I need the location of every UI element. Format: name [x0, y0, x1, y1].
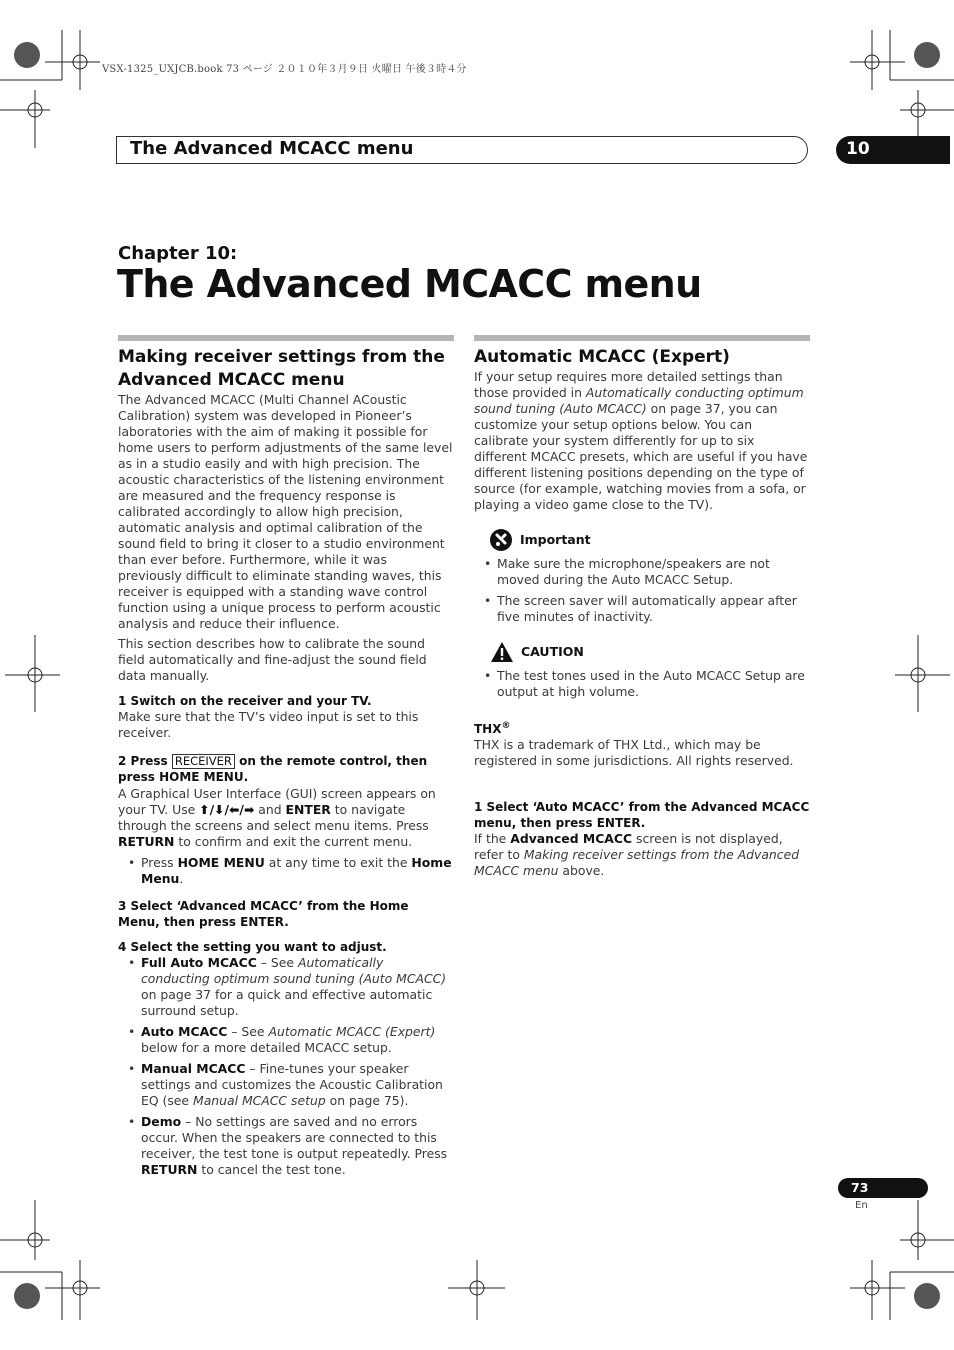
- arrow-keys-icon: ⬆/⬇/⬅/➡: [199, 802, 255, 817]
- page-language: En: [855, 1200, 868, 1211]
- chapter-label: Chapter 10:: [118, 243, 238, 264]
- step-1-body: If the Advanced MCACC screen is not displayed, refer to Making receiver settings from the Advanced MCACC menu above.: [474, 831, 800, 878]
- chapter-title: The Advanced MCACC menu: [117, 262, 702, 306]
- important-label: Important: [519, 531, 591, 547]
- list-item: • Demo – No settings are saved and no errors occur. When the speakers are connected to this receiver, the test tone is output repeatedly. Press RETURN to cancel the test tone.: [128, 1114, 448, 1177]
- section-heading: Automatic MCACC (Expert): [474, 347, 730, 367]
- caution-label: CAUTION: [520, 643, 584, 659]
- section-heading: Making receiver settings from the Advanced MCACC menu: [118, 347, 445, 390]
- running-header-title: The Advanced MCACC menu: [130, 138, 414, 159]
- right-column: [474, 335, 810, 879]
- thx-body: THX is a trademark of THX Ltd., which may be registered in some jurisdictions. All rights reserved.: [474, 737, 794, 768]
- page-number: 73: [851, 1180, 869, 1195]
- warning-icon: [490, 641, 514, 663]
- intro-paragraph: The Advanced MCACC (Multi Channel ACoustic Calibration) system was developed in Pioneer’s laboratories with the aim of making it possible for home users to perform adjustments of the same level as in a studio easily and with high precision. The acoustic characteristics of the listening environment are measured and the frequency response is calibrated accordingly to allow high precision, automatic analysis and optimal calibration of the sound field to bring it closer to a studio environment than ever before. Furthermore, while it was previously difficult to eliminate standing waves, this receiver is equipped with a standing wave control function using a unique process to perform acoustic analysis and reduce their influence.: [118, 392, 453, 631]
- intro-paragraph-2: This section describes how to calibrate the sound field automatically and fine-adjust the sound field data manually.: [118, 636, 427, 683]
- list-item: • The screen saver will automatically appear after five minutes of inactivity.: [484, 593, 797, 624]
- section-bar: [118, 335, 454, 341]
- thx-heading: THX®: [474, 721, 511, 736]
- step-1-body: Make sure that the TV’s video input is set to this receiver.: [118, 709, 419, 740]
- important-icon: [490, 529, 512, 551]
- list-item: • Auto MCACC – See Automatic MCACC (Expert) below for a more detailed MCACC setup.: [128, 1024, 436, 1055]
- list-item: • The test tones used in the Auto MCACC Setup are output at high volume.: [484, 668, 805, 699]
- receiver-key: RECEIVER: [172, 754, 235, 769]
- chapter-tab-number: 10: [846, 139, 870, 159]
- step-1-heading: 1 Select ‘Auto MCACC’ from the Advanced MCACC menu, then press ENTER.: [474, 800, 810, 830]
- step-2-body: A Graphical User Interface (GUI) screen appears on your TV. Use ⬆/⬇/⬅/➡ and ENTER to navigate through the screens and select menu items. Press RETURN to confirm and exit the current menu.: [118, 786, 436, 849]
- list-item: • Make sure the microphone/speakers are not moved during the Auto MCACC Setup.: [484, 556, 770, 587]
- step-4-heading: 4 Select the setting you want to adjust.: [118, 940, 387, 954]
- list-item: • Press HOME MENU at any time to exit the Home Menu.: [128, 855, 452, 886]
- left-column: [118, 335, 454, 1178]
- step-2-heading: 2 Press RECEIVER on the remote control, then press HOME MENU.: [118, 754, 428, 784]
- important-note: [474, 529, 810, 625]
- caution-note: [474, 641, 810, 700]
- list-item: • Full Auto MCACC – See Automatically conducting optimum sound tuning (Auto MCACC) on page 37 for a quick and effective automatic surround setup.: [128, 955, 447, 1018]
- intro-paragraph: If your setup requires more detailed settings than those provided in Automatically conducting optimum sound tuning (Auto MCACC) on page 37, you can customize your setup options below. You can calibrate your system differently for up to six different MCACC presets, which are useful if you have different listening positions depending on the type of source (for example, watching movies from a sofa, or playing a video game close to the TV).: [474, 369, 808, 512]
- book-file-line: VSX-1325_UXJCB.book 73 ページ ２０１０年３月９日 火曜日 午後３時４分: [102, 64, 467, 75]
- list-item: • Manual MCACC – Fine-tunes your speaker settings and customizes the Acoustic Calibration EQ (see Manual MCACC setup on page 75).: [128, 1061, 443, 1108]
- step-3-heading: 3 Select ‘Advanced MCACC’ from the Home Menu, then press ENTER.: [118, 899, 409, 929]
- section-bar: [474, 335, 810, 341]
- step-1-heading: 1 Switch on the receiver and your TV.: [118, 694, 372, 708]
